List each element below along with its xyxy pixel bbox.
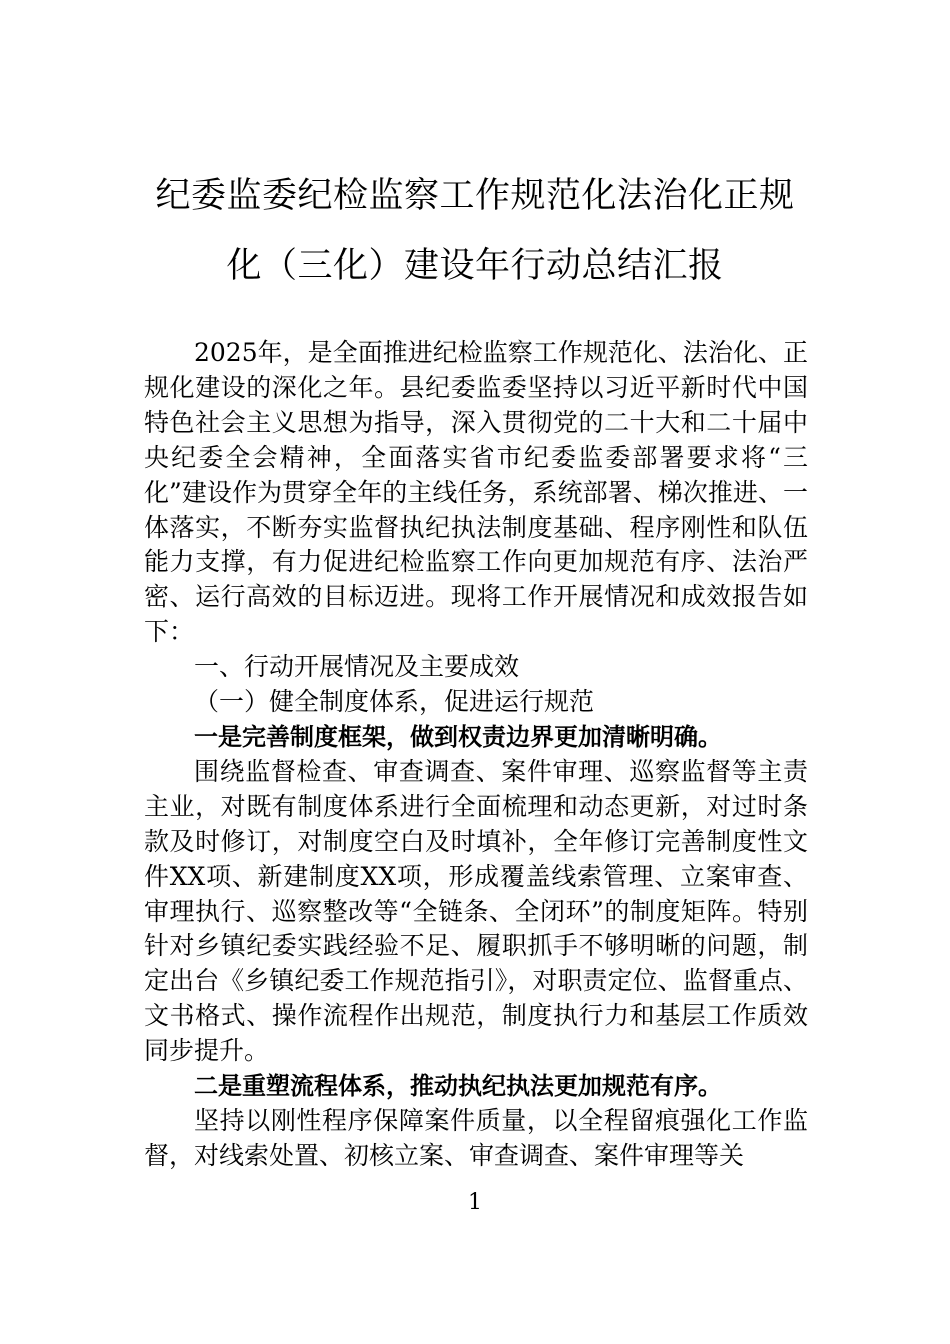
document-body	[144, 336, 808, 1174]
point-body-2: 坚持以刚性程序保障案件质量，以全程留痕强化工作监督，对线索处置、初核立案、审查调查、案件审理等关	[144, 1105, 808, 1170]
document-title-line-2: 化（三化）建设年行动总结汇报	[226, 246, 724, 286]
point-heading-2: 二是重塑流程体系，推动执纪执法更加规范有序。	[194, 1072, 722, 1101]
page-number: 1	[468, 1190, 482, 1215]
point-body-1: 围绕监督检查、审查调查、案件审理、巡察监督等主责主业，对既有制度体系进行全面梳理和动态更新，对过时条款及时修订，对制度空白及时填补，全年修订完善制度性文件XX项、新建制度XX项，形成覆盖线索管理、立案审查、审理执行、巡察整改等“全链条、全闭环”的制度矩阵。特别针对乡镇纪委实践经验不足、履职抓手不够明晰的问题，制定出台《乡镇纪委工作规范指引》，对职责定位、监督重点、文书格式、操作流程作出规范，制度执行力和基层工作质效同步提升。	[144, 756, 808, 1066]
subsection-heading-1: （一）健全制度体系，促进运行规范	[194, 687, 595, 717]
point-heading-1: 一是完善制度框架，做到权责边界更加清晰明确。	[194, 722, 722, 751]
intro-paragraph: 2025年，是全面推进纪检监察工作规范化、法治化、正规化建设的深化之年。县纪委监委坚持以习近平新时代中国特色社会主义思想为指导，深入贯彻党的二十大和二十届中央纪委全会精神，全面落实省市纪委监委部署要求将“三化”建设作为贯穿全年的主线任务，系统部署、梯次推进、一体落实，不断夯实监督执纪执法制度基础、程序刚性和队伍能力支撑，有力促进纪检监察工作向更加规范有序、法治严密、运行高效的目标迈进。现将工作开展情况和成效报告如下：	[144, 338, 808, 647]
section-heading-1: 一、行动开展情况及主要成效	[194, 652, 520, 682]
document-title-line-1: 纪委监委纪检监察工作规范化法治化正规	[155, 176, 795, 216]
